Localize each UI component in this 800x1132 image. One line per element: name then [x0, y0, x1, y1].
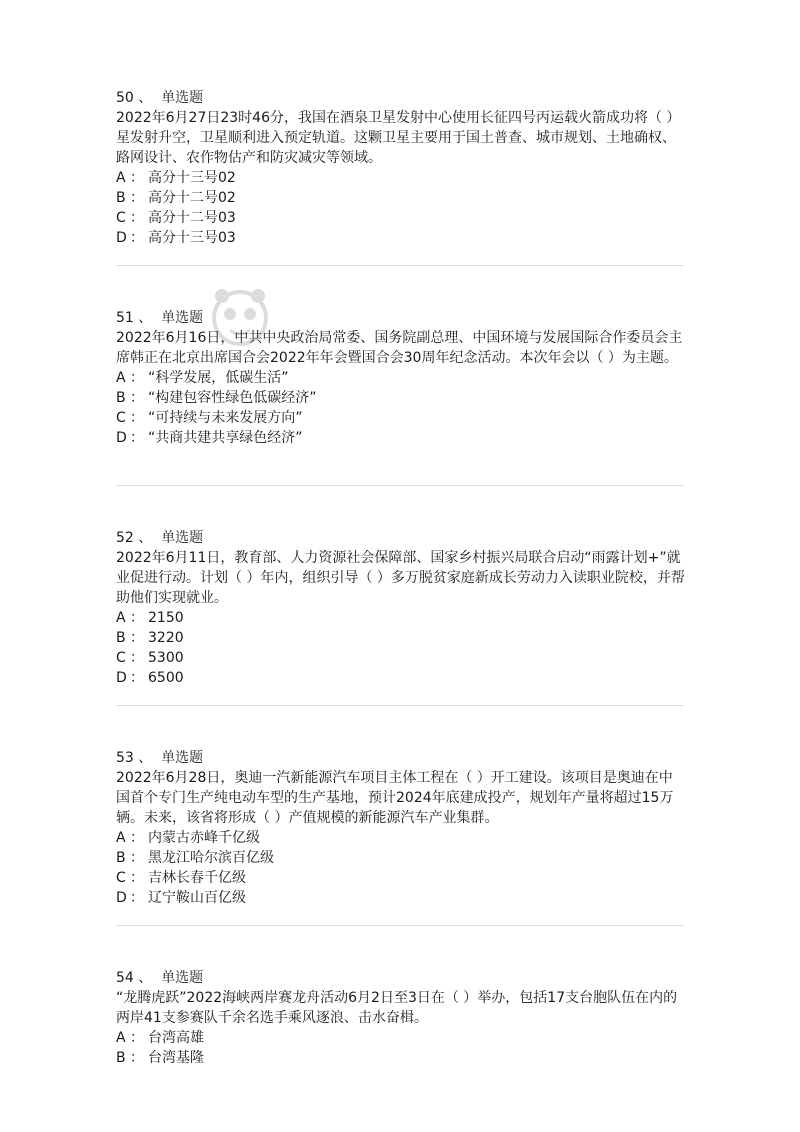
option-colon: ： [130, 650, 144, 666]
question-separator: 、 [138, 310, 153, 326]
option-colon: ： [130, 1030, 144, 1046]
question-separator: 、 [138, 970, 153, 986]
question-53 [116, 748, 686, 908]
option-colon: ： [130, 390, 144, 406]
option-text: 高分十二号02 [148, 190, 236, 206]
option-colon: ： [130, 370, 144, 386]
option-list [116, 168, 686, 248]
option-c[interactable] [116, 408, 686, 428]
option-b[interactable] [116, 188, 686, 208]
question-header [116, 308, 686, 328]
option-colon: ： [130, 210, 144, 226]
question-separator: 、 [138, 530, 153, 546]
question-divider [116, 705, 684, 706]
question-number: 53 [116, 750, 134, 766]
option-key: D [116, 230, 127, 246]
question-divider [116, 265, 684, 266]
option-list [116, 1028, 686, 1068]
question-text: 2022年6月27日23时46分，我国在酒泉卫星发射中心使用长征四号丙运载火箭成功将（ ）星发射升空，卫星顺利进入预定轨道。这颗卫星主要用于国土普查、城市规划、土地确权、路网设计、农作物估产和防灾减灾等领域。 [116, 110, 681, 166]
question-type: 单选题 [161, 530, 204, 546]
question-type: 单选题 [161, 970, 204, 986]
option-text: “可持续与未来发展方向” [148, 410, 303, 426]
option-key: C [116, 210, 126, 226]
option-text: “构建包容性绿色低碳经济” [148, 390, 317, 406]
question-separator: 、 [138, 750, 153, 766]
question-header [116, 968, 686, 988]
option-key: B [116, 630, 126, 646]
option-b[interactable] [116, 848, 686, 868]
question-divider [116, 485, 684, 486]
option-d[interactable] [116, 888, 686, 908]
option-d[interactable] [116, 228, 686, 248]
option-list [116, 368, 686, 448]
question-50 [116, 88, 686, 248]
question-type: 单选题 [161, 90, 204, 106]
option-key: B [116, 850, 126, 866]
option-b[interactable] [116, 388, 686, 408]
question-header [116, 528, 686, 548]
option-key: A [116, 610, 126, 626]
option-text: “科学发展，低碳生活” [148, 370, 289, 386]
question-separator: 、 [138, 90, 153, 106]
option-key: A [116, 830, 126, 846]
question-header [116, 88, 686, 108]
question-52 [116, 528, 686, 688]
option-list [116, 828, 686, 908]
option-key: C [116, 410, 126, 426]
option-a[interactable] [116, 1028, 686, 1048]
option-a[interactable] [116, 828, 686, 848]
option-text: 2150 [148, 610, 184, 626]
option-d[interactable] [116, 668, 686, 688]
option-text: 5300 [148, 650, 184, 666]
option-text: “共商共建共享绿色经济” [148, 430, 303, 446]
option-key: C [116, 870, 126, 886]
option-a[interactable] [116, 168, 686, 188]
option-a[interactable] [116, 608, 686, 628]
question-type: 单选题 [161, 310, 204, 326]
option-text: 内蒙古赤峰千亿级 [148, 830, 260, 846]
question-number: 50 [116, 90, 134, 106]
option-key: B [116, 190, 126, 206]
option-text: 台湾高雄 [148, 1030, 204, 1046]
option-colon: ： [130, 850, 144, 866]
option-b[interactable] [116, 1048, 686, 1068]
option-b[interactable] [116, 628, 686, 648]
option-colon: ： [130, 630, 144, 646]
option-list [116, 608, 686, 688]
option-colon: ： [130, 870, 144, 886]
option-text: 高分十二号03 [148, 210, 236, 226]
option-text: 辽宁鞍山百亿级 [148, 890, 246, 906]
option-text: 吉林长春千亿级 [148, 870, 246, 886]
option-colon: ： [130, 230, 144, 246]
question-51 [116, 308, 686, 448]
option-colon: ： [130, 170, 144, 186]
option-text: 黑龙江哈尔滨百亿级 [148, 850, 274, 866]
option-key: B [116, 390, 126, 406]
question-type: 单选题 [161, 750, 204, 766]
question-divider [116, 925, 684, 926]
option-colon: ： [130, 1050, 144, 1066]
question-text: 2022年6月11日，教育部、人力资源社会保障部、国家乡村振兴局联合启动“雨露计划+”就业促进行动。计划（ ）年内，组织引导（ ）多万脱贫家庭新成长劳动力入读职业院校，并帮助他们实现就业。 [116, 550, 685, 606]
question-number: 51 [116, 310, 134, 326]
question-header [116, 748, 686, 768]
question-54 [116, 968, 686, 1068]
option-colon: ： [130, 190, 144, 206]
option-key: A [116, 1030, 126, 1046]
option-colon: ： [130, 670, 144, 686]
option-key: A [116, 170, 126, 186]
question-text: “龙腾虎跃”2022海峡两岸赛龙舟活动6月2日至3日在（ ）举办，包括17支台胞队伍在内的两岸41支参赛队千余名选手乘风逐浪、击水奋楫。 [116, 990, 678, 1026]
option-colon: ： [130, 830, 144, 846]
option-text: 3220 [148, 630, 184, 646]
question-text: 2022年6月16日，中共中央政治局常委、国务院副总理、中国环境与发展国际合作委员会主席韩正在北京出席国合会2022年年会暨国合会30周年纪念活动。本次年会以（ ）为主题。 [116, 330, 683, 366]
option-colon: ： [130, 890, 144, 906]
option-key: D [116, 670, 127, 686]
option-key: A [116, 370, 126, 386]
option-c[interactable] [116, 648, 686, 668]
option-c[interactable] [116, 868, 686, 888]
question-number: 52 [116, 530, 134, 546]
option-text: 台湾基隆 [148, 1050, 204, 1066]
option-key: D [116, 430, 127, 446]
question-number: 54 [116, 970, 134, 986]
option-text: 高分十三号03 [148, 230, 236, 246]
option-a[interactable] [116, 368, 686, 388]
option-key: C [116, 650, 126, 666]
option-key: B [116, 1050, 126, 1066]
option-text: 高分十三号02 [148, 170, 236, 186]
option-colon: ： [130, 410, 144, 426]
option-key: D [116, 890, 127, 906]
option-colon: ： [130, 430, 144, 446]
option-c[interactable] [116, 208, 686, 228]
question-text: 2022年6月28日，奥迪一汽新能源汽车项目主体工程在（ ）开工建设。该项目是奥迪在中国首个专门生产纯电动车型的生产基地，预计2024年底建成投产，规划年产量将超过15万辆。未来，该省将形成（ ）产值规模的新能源汽车产业集群。 [116, 770, 674, 826]
option-d[interactable] [116, 428, 686, 448]
option-colon: ： [130, 610, 144, 626]
option-text: 6500 [148, 670, 184, 686]
